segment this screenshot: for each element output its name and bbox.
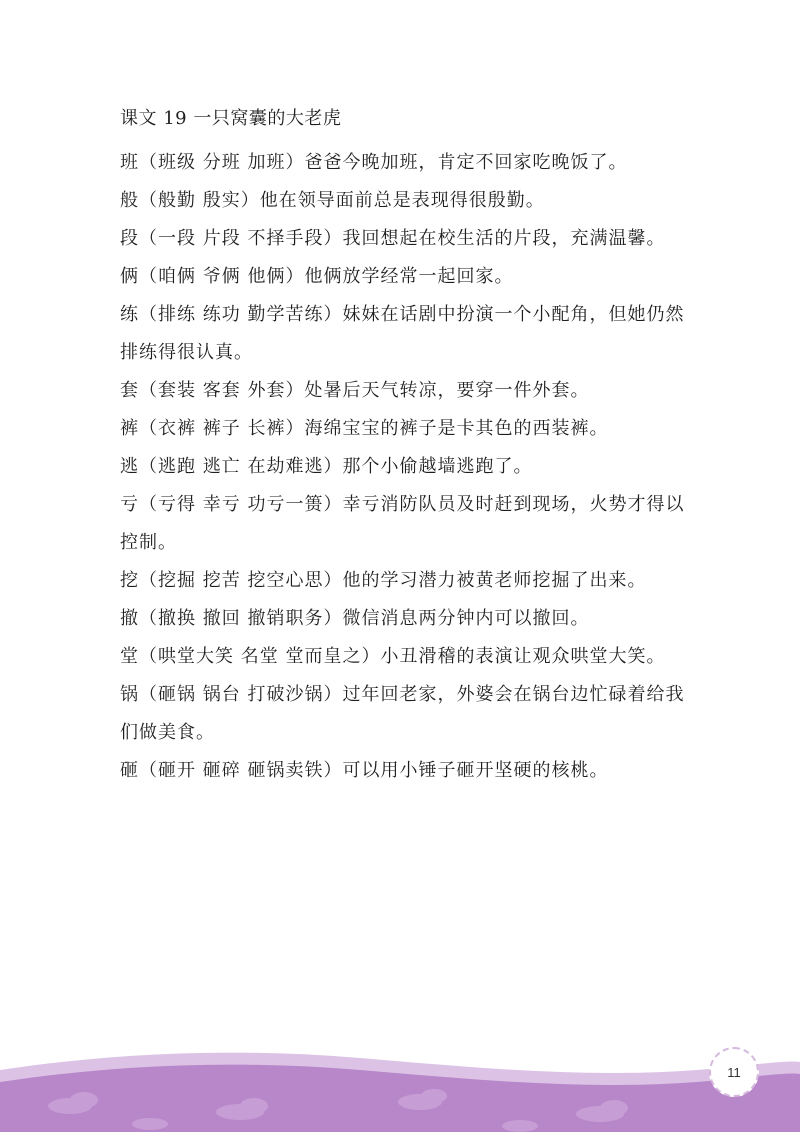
page-number: 11	[727, 1064, 741, 1080]
vocab-entry: 套（套装 客套 外套）处暑后天气转凉，要穿一件外套。	[120, 380, 590, 401]
vocab-entry: 俩（咱俩 爷俩 他俩）他俩放学经常一起回家。	[120, 266, 514, 287]
vocab-entry: 班（班级 分班 加班）爸爸今晚加班，肯定不回家吃晚饭了。	[120, 152, 628, 173]
vocab-entry: 亏（亏得 幸亏 功亏一篑）幸亏消防队员及时赶到现场，火势才得以控制。	[120, 494, 685, 553]
vocab-entry: 段（一段 片段 不择手段）我回想起在校生活的片段，充满温馨。	[120, 228, 666, 249]
vocab-entry: 锅（砸锅 锅台 打破沙锅）过年回老家，外婆会在锅台边忙碌着给我们做美食。	[120, 684, 685, 743]
vocab-entry: 挖（挖掘 挖苦 挖空心思）他的学习潜力被黄老师挖掘了出来。	[120, 570, 647, 591]
vocabulary-list	[120, 144, 688, 790]
vocab-entry: 堂（哄堂大笑 名堂 堂而皇之）小丑滑稽的表演让观众哄堂大笑。	[120, 646, 666, 667]
lesson-title: 课文 19 一只窝囊的大老虎	[120, 108, 342, 129]
page-number-badge	[709, 1047, 759, 1097]
vocab-entry: 逃（逃跑 逃亡 在劫难逃）那个小偷越墙逃跑了。	[120, 456, 533, 477]
vocab-entry: 撤（撤换 撤回 撤销职务）微信消息两分钟内可以撤回。	[120, 608, 590, 629]
vocab-entry: 裤（衣裤 裤子 长裤）海绵宝宝的裤子是卡其色的西装裤。	[120, 418, 609, 439]
vocab-entry: 砸（砸开 砸碎 砸锅卖铁）可以用小锤子砸开坚硬的核桃。	[120, 760, 609, 781]
vocab-entry: 练（排练 练功 勤学苦练）妹妹在话剧中扮演一个小配角，但她仍然排练得很认真。	[120, 304, 685, 363]
decorative-wave-footer	[0, 1040, 800, 1132]
vocab-entry: 般（般勤 殷实）他在领导面前总是表现得很殷勤。	[120, 190, 545, 211]
